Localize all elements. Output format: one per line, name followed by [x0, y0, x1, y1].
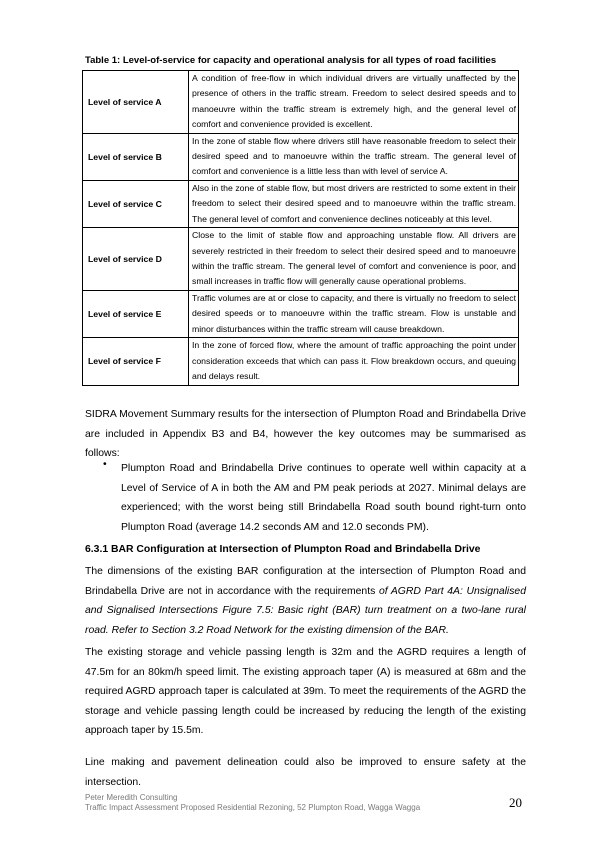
level-description: Also in the zone of stable flow, but most drivers are restricted to some extent in their freedom to select their desired speed and to manoeuvre within the traffic stream. The general level of comfort and convenience declines noticeably at this level.	[189, 180, 519, 227]
level-label: Level of service F	[83, 338, 189, 385]
bar-paragraph	[85, 562, 526, 640]
intro-paragraph: SIDRA Movement Summary results for the intersection of Plumpton Road and Brindabella Drive are included in Appendix B3 and B4, however the key outcomes may be summarised as follows:	[85, 409, 526, 459]
level-description: A condition of free-flow in which individual drivers are virtually unaffected by the presence of others in the traffic stream. Freedom to select desired speeds and to manoeuvre within the traffic stream is extremely high, and the general level of comfort and convenience provided is excellent.	[189, 71, 519, 134]
storage-paragraph: The existing storage and vehicle passing length is 32m and the AGRD requires a length of 47.5m for an 80km/h speed limit. The existing approach taper (A) is measured at 68m and the required AGRD approach taper is calculated at 39m. To meet the requirements of the AGRD the storage and vehicle passing length could be increased by reducing the length of the existing approach taper by 15.5m.	[85, 647, 526, 736]
level-label: Level of service D	[83, 228, 189, 291]
level-label: Level of service B	[83, 133, 189, 180]
level-description: In the zone of forced flow, where the amount of traffic approaching the point under consideration exceeds that which can pass it. Flow breakdown occurs, and queuing and delays result.	[189, 338, 519, 385]
level-description: In the zone of stable flow where drivers still have reasonable freedom to select their desired speed and to manoeuvre within the traffic stream. The general level of comfort and convenience is a little less than with level of service A.	[189, 133, 519, 180]
level-label: Level of service A	[83, 71, 189, 134]
table-row	[83, 71, 519, 134]
footer-company: Peter Meredith Consulting	[85, 793, 178, 802]
line-marking-paragraph: Line making and pavement delineation could also be improved to ensure safety at the intersection.	[85, 757, 526, 788]
level-label: Level of service C	[83, 180, 189, 227]
page-number: 20	[509, 795, 522, 810]
bullet-marker: •	[103, 459, 107, 470]
bar-paragraph-plain: The dimensions of the existing BAR configuration at the intersection of Plumpton Road and Brindabella Drive are not in accordance with the requirements	[85, 566, 526, 597]
level-of-service-table	[82, 70, 519, 386]
footer-report: Traffic Impact Assessment Proposed Residential Rezoning, 52 Plumpton Road, Wagga Wagga	[85, 803, 421, 812]
level-label: Level of service E	[83, 291, 189, 338]
table-row	[83, 133, 519, 180]
bullet-text: Plumpton Road and Brindabella Drive continues to operate well within capacity at a Level of Service of A in both the AM and PM peak periods at 2027. Minimal delays are experienced; with the worst being still Brindabella Road south bound right-turn onto Plumpton Road (average 14.2 seconds AM and 12.0 seconds PM).	[121, 463, 526, 533]
table-row	[83, 228, 519, 291]
table-caption: Table 1: Level-of-service for capacity and operational analysis for all types of road facilities	[85, 55, 497, 66]
table-row	[83, 180, 519, 227]
bar-paragraph-italic: of AGRD Part 4A: Unsignalised and Signalised Intersections Figure 7.5: Basic right (BAR) turn treatment on a two-lane rural road. Refer to Section 3.2 Road Network for the existing dimension of the BAR.	[85, 585, 526, 636]
section-heading: 6.3.1 BAR Configuration at Intersection of Plumpton Road and Brindabella Drive	[85, 544, 481, 555]
table-row	[83, 338, 519, 385]
table-row	[83, 291, 519, 338]
level-description: Close to the limit of stable flow and approaching unstable flow. All drivers are severely restricted in their freedom to select their desired speed and to manoeuvre within the traffic stream. The general level of comfort and convenience is poor, and small increases in traffic flow will generally cause operational problems.	[189, 228, 519, 291]
level-description: Traffic volumes are at or close to capacity, and there is virtually no freedom to select desired speeds or to manoeuvre within the traffic stream. Flow is unstable and minor disturbances within the traffic stream will cause breakdown.	[189, 291, 519, 338]
